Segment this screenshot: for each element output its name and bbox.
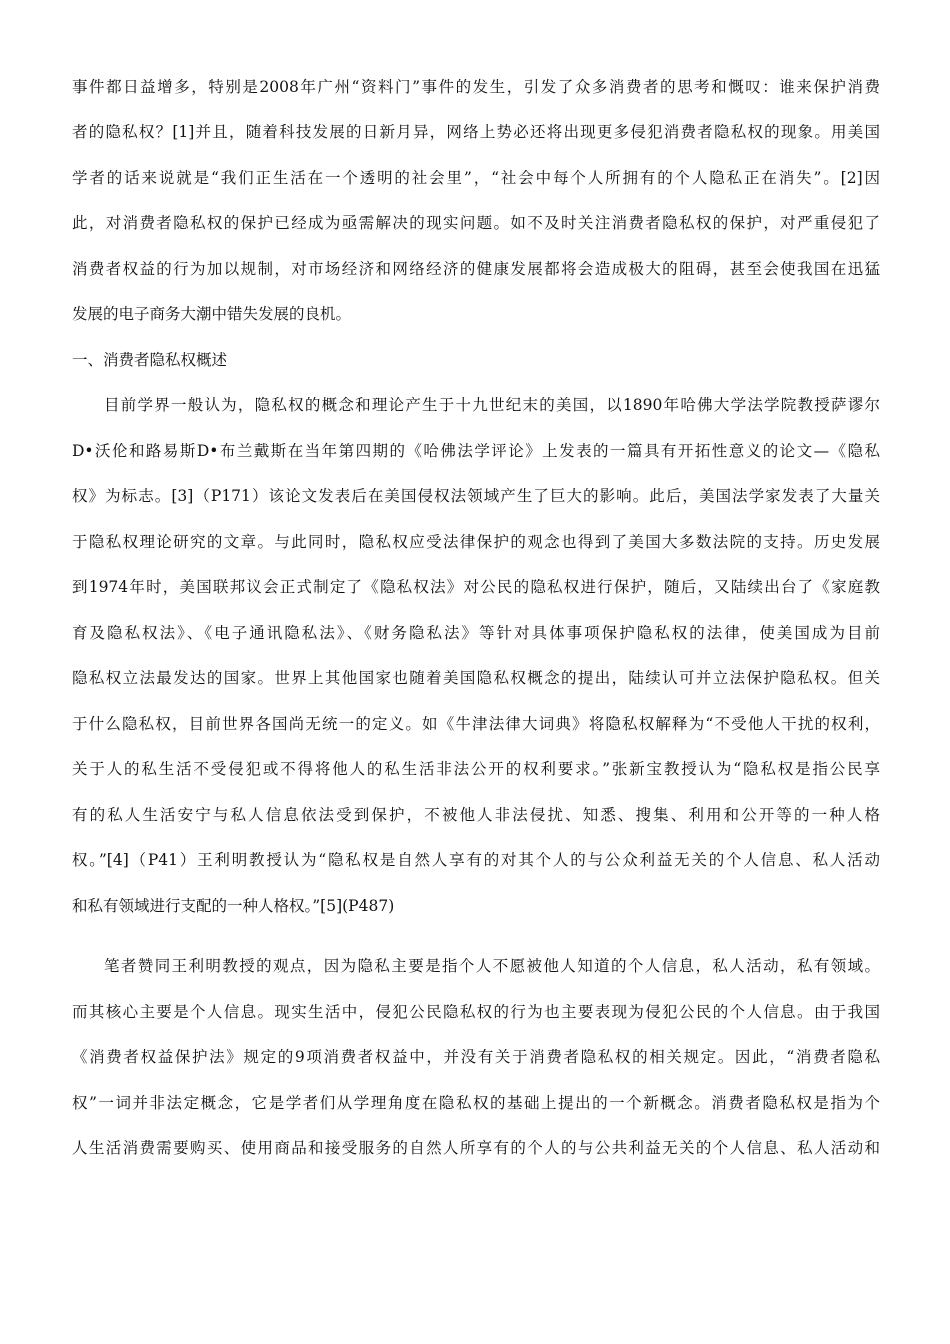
text-line: 者的隐私权？[1]并且，随着科技发展的日新月异，网络上势必还将出现更多侵犯消费者隐私权的现象。用美国	[72, 123, 880, 141]
text-line: 权》为标志。[3]（P171）该论文发表后在美国侵权法领域产生了巨大的影响。此后，美国法学家发表了大量关	[72, 487, 880, 505]
text-line: 事件都日益增多，特别是2008年广州“资料门”事件的发生，引发了众多消费者的思考和慨叹：谁来保护消费	[72, 78, 880, 96]
text-line: 权。”[4]（P41）王利明教授认为“隐私权是自然人享有的对其个人的与公众利益无关的个人信息、私人活动	[72, 851, 880, 869]
text-line: 发展的电子商务大潮中错失发展的良机。	[72, 305, 352, 323]
text-line: 权”一词并非法定概念，它是学者们从学理角度在隐私权的基础上提出的一个新概念。消费者隐私权是指为个	[72, 1094, 880, 1112]
text-line: 育及隐私权法》、《电子通讯隐私法》、《财务隐私法》等针对具体事项保护隐私权的法律，使美国成为目前	[72, 624, 880, 642]
text-line: 而其核心主要是个人信息。现实生活中，侵犯公民隐私权的行为也主要表现为侵犯公民的个人信息。由于我国	[72, 1003, 880, 1021]
text-line: 目前学界一般认为，隐私权的概念和理论产生于十九世纪末的美国，以1890年哈佛大学法学院教授萨谬尔	[104, 396, 880, 414]
text-line: 于什么隐私权，目前世界各国尚无统一的定义。如《牛津法律大词典》将隐私权解释为“不受他人干扰的权利，	[72, 715, 880, 733]
text-line: 《消费者权益保护法》规定的9项消费者权益中，并没有关于消费者隐私权的相关规定。因此，“消费者隐私	[72, 1048, 880, 1066]
text-line: D•沃伦和路易斯D•布兰戴斯在当年第四期的《哈佛法学评论》上发表的一篇具有开拓性意义的论文—《隐私	[72, 442, 880, 460]
section-heading: 一、消费者隐私权概述	[72, 351, 228, 369]
text-line: 此，对消费者隐私权的保护已经成为亟需解决的现实问题。如不及时关注消费者隐私权的保护，对严重侵犯了	[72, 214, 880, 232]
text-line: 笔者赞同王利明教授的观点，因为隐私主要是指个人不愿被他人知道的个人信息，私人活动，私有领域。	[104, 957, 880, 975]
text-line: 消费者权益的行为加以规制，对市场经济和网络经济的健康发展都将会造成极大的阻碍，甚至会使我国在迅猛	[72, 260, 880, 278]
text-line: 隐私权立法最发达的国家。世界上其他国家也随着美国隐私权概念的提出，陆续认可并立法保护隐私权。但关	[72, 669, 880, 687]
text-line: 关于人的私生活不受侵犯或不得将他人的私生活非法公开的权利要求。”张新宝教授认为“隐私权是指公民享	[72, 760, 880, 778]
text-line: 到1974年时，美国联邦议会正式制定了《隐私权法》对公民的隐私权进行保护，随后，又陆续出台了《家庭教	[72, 578, 880, 596]
text-line: 人生活消费需要购买、使用商品和接受服务的自然人所享有的个人的与公共利益无关的个人信息、私人活动和	[72, 1139, 880, 1157]
text-line: 学者的话来说就是“我们正生活在一个透明的社会里”，“社会中每个人所拥有的个人隐私正在消失”。[2]因	[72, 169, 880, 187]
text-line: 有的私人生活安宁与私人信息依法受到保护，不被他人非法侵扰、知悉、搜集、利用和公开等的一种人格	[72, 806, 880, 824]
text-line: 和私有领域进行支配的一种人格权。”[5](P487)	[72, 897, 395, 915]
text-line: 于隐私权理论研究的文章。与此同时，隐私权应受法律保护的观念也得到了美国大多数法院的支持。历史发展	[72, 533, 880, 551]
